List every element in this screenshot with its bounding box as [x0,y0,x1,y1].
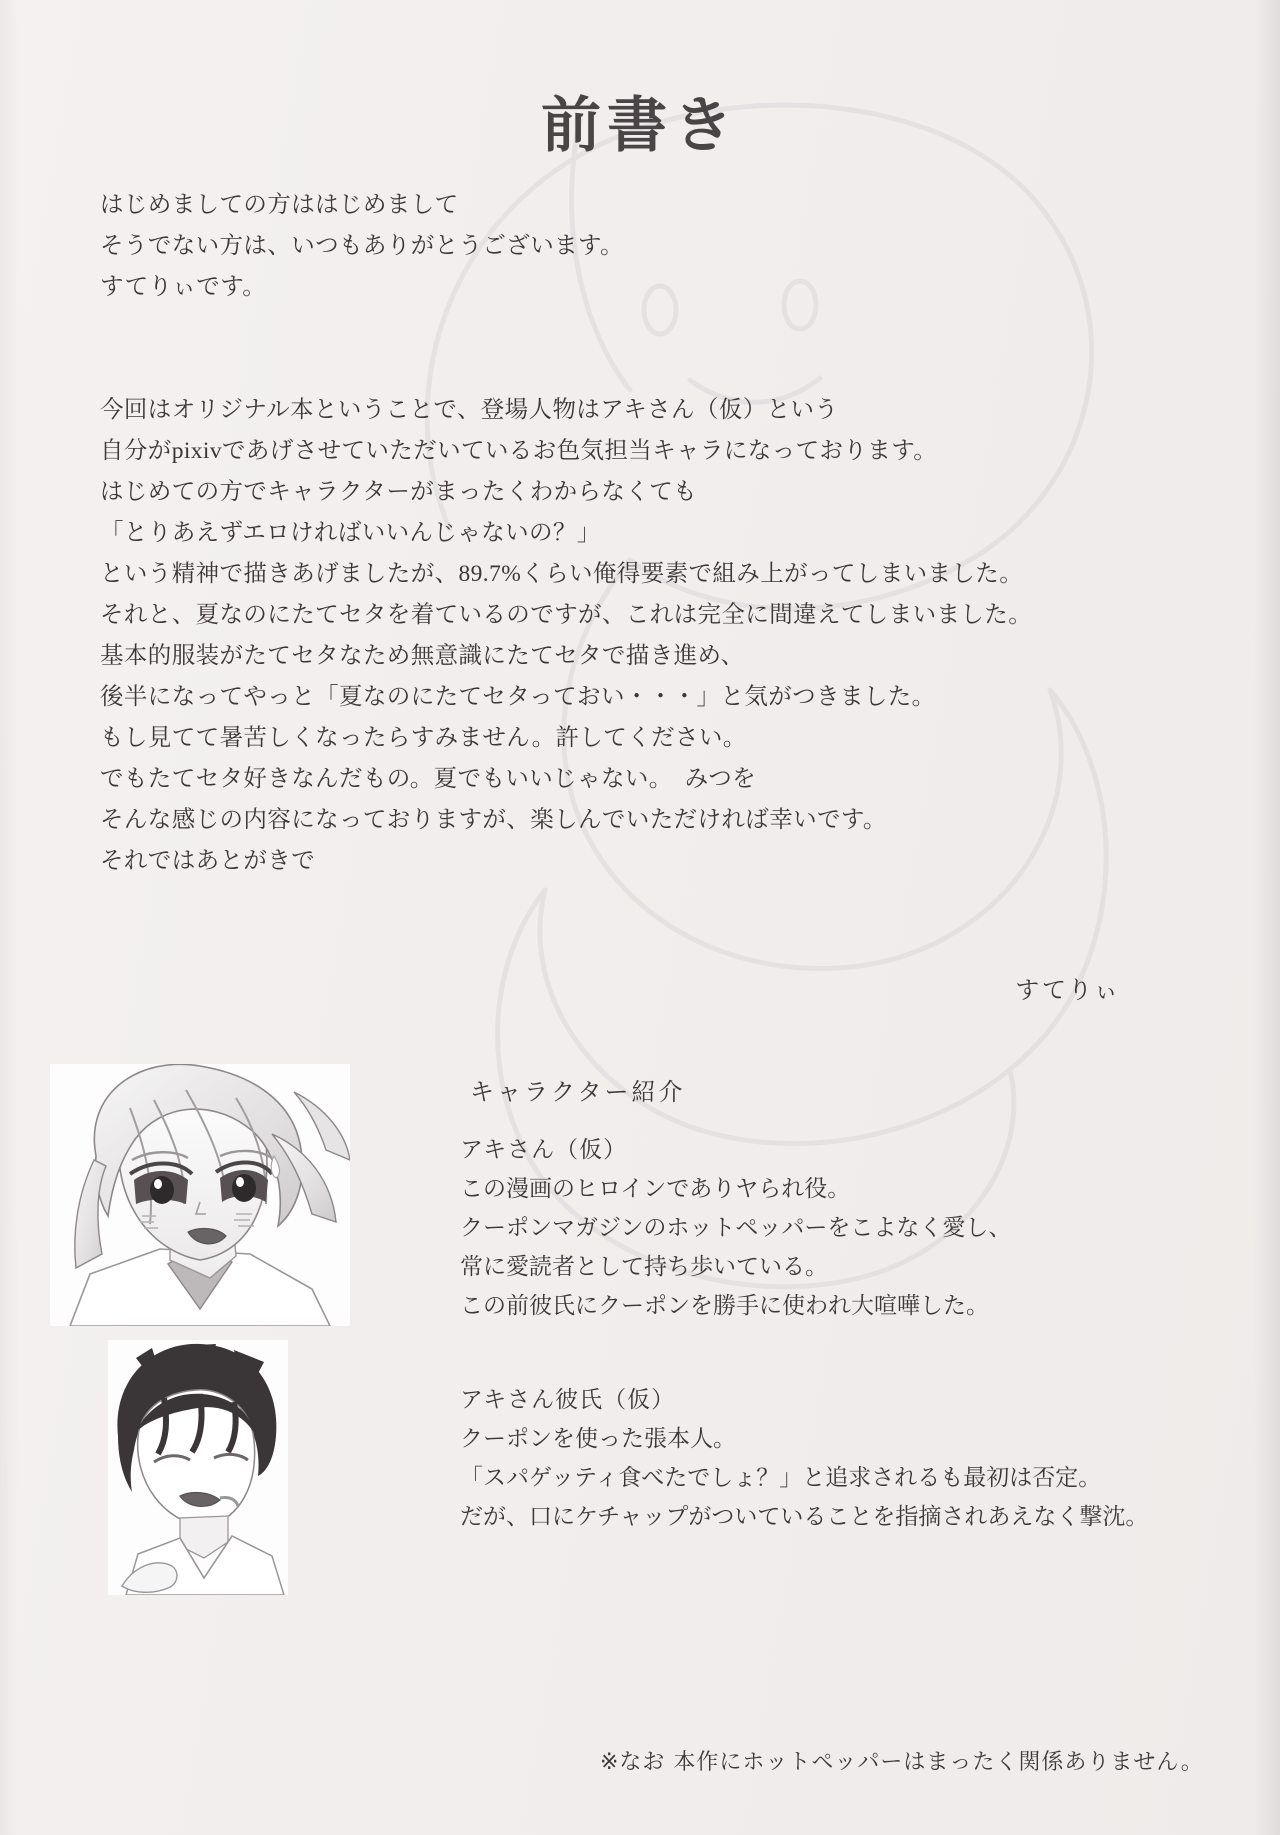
paragraph-spacer [100,308,1170,349]
character-intro-section [0,1050,1280,1700]
intro-line: そうでない方は、いつもありがとうございます。 [100,233,624,259]
main-line: 今回はオリジナル本ということで、登場人物はアキさん（仮）という [100,397,839,423]
intro-line: すてりぃです。 [100,274,267,300]
page-title: 前書き [541,91,739,162]
main-line: 「とりあえずエロければいいんじゃないの？」 [100,520,601,546]
preface-body [100,185,1170,882]
character-name: アキさん（仮） [460,1137,628,1162]
main-line: 基本的服装がたてセタなため無意識にたてセタで描き進め、 [100,643,745,669]
character-line: 「スパゲッティ食べたでしょ？」と追求されるも最初は否定。 [460,1465,1102,1490]
author-signature: すてりぃ [1015,978,1120,1004]
character-line: だが、口にケチャップがついていることを指摘されあえなく撃沈。 [460,1504,1149,1529]
portrait-boyfriend [108,1340,288,1595]
character-line: クーポンを使った張本人。 [460,1426,736,1451]
character-line: この前彼氏にクーポンを勝手に使われ大喧嘩した。 [460,1293,989,1318]
character-line: クーポンマガジンのホットペッパーをこよなく愛し、 [460,1215,1012,1240]
main-line: はじめての方でキャラクターがまったくわからなくても [100,479,698,505]
footnote-disclaimer: ※なお 本作にホットペッパーはまったく関係ありません。 [600,1750,1204,1775]
main-line: 自分がpixivであげさせていただいているお色気担当キャラになっております。 [100,438,938,464]
character-entry-boyfriend [460,1380,1148,1536]
paragraph-spacer [100,349,1170,390]
main-line: それではあとがきで [100,848,316,874]
intro-line: はじめましての方ははじめまして [100,192,459,218]
character-intro-heading: キャラクター紹介 [470,1080,686,1106]
character-name: アキさん彼氏（仮） [460,1387,676,1412]
main-line: そんな感じの内容になっておりますが、楽しんでいただければ幸いです。 [100,807,887,833]
main-line: 後半になってやっと「夏なのにたてセタっておい・・・」と気がつきました。 [100,684,936,710]
character-entry-heroine [460,1130,1011,1325]
main-line: という精神で描きあげましたが、89.7%くらい俺得要素で組み上がってしまいました。 [100,561,1024,587]
character-line: この漫画のヒロインでありヤられ役。 [460,1176,851,1201]
main-line: でもたてセタ好きなんだもの。夏でもいいじゃない。 みつを [100,766,757,792]
main-line: もし見てて暑苦しくなったらすみません。許してください。 [100,725,747,751]
main-line: それと、夏なのにたてセタを着ているのですが、これは完全に間違えてしまいました。 [100,602,1033,628]
character-line: 常に愛読者として持ち歩いている。 [460,1254,828,1279]
portrait-heroine [50,1064,350,1326]
